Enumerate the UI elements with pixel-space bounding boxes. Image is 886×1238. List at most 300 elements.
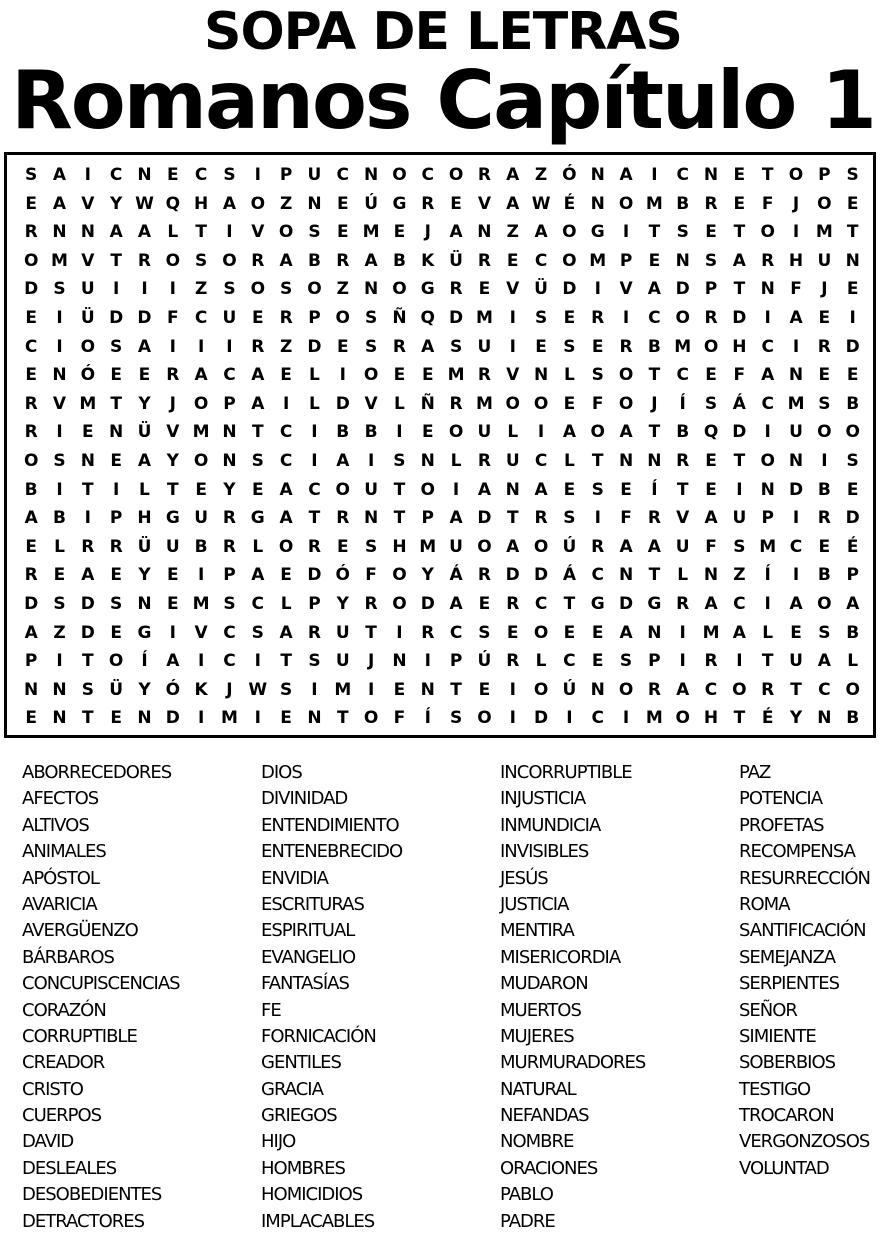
grid-letter: G: [420, 279, 435, 300]
grid-letter: E: [620, 479, 632, 500]
grid-letter: T: [846, 222, 859, 243]
grid-letter: V: [52, 393, 67, 414]
word-list-item: TROCARON: [739, 1105, 834, 1127]
grid-row: [17, 590, 867, 618]
grid-letter: O: [193, 393, 209, 414]
grid-letter: T: [733, 279, 746, 300]
grid-letter: R: [307, 622, 321, 643]
grid-letter: R: [251, 336, 265, 357]
grid-letter: I: [764, 422, 771, 443]
word-list-item: FORNICACIÓN: [261, 1025, 376, 1047]
grid-letter: A: [732, 250, 746, 271]
grid-letter: C: [308, 479, 321, 500]
grid-letter: D: [165, 708, 180, 729]
grid-letter: D: [675, 279, 690, 300]
grid-letter: O: [250, 193, 266, 214]
grid-row: [17, 333, 867, 361]
grid-letter: D: [618, 594, 634, 614]
grid-letter: A: [619, 422, 633, 443]
grid-letter: Ó: [80, 365, 96, 386]
grid-letter: O: [845, 422, 860, 443]
letter-grid: [4, 152, 876, 738]
grid-letter: R: [222, 536, 236, 557]
grid-letter: O: [448, 165, 464, 185]
grid-letter: A: [137, 336, 152, 357]
word-list-item: MURMURADORES: [500, 1052, 646, 1074]
grid-letter: R: [506, 651, 520, 672]
grid-letter: I: [821, 451, 828, 471]
grid-letter: A: [534, 479, 548, 500]
grid-letter: I: [679, 622, 686, 643]
grid-letter: U: [477, 422, 492, 443]
grid-letter: D: [732, 308, 747, 328]
word-list-item: ENTENDIMIENTO: [261, 814, 399, 836]
word-list-item: TESTIGO: [739, 1078, 811, 1100]
grid-letter: C: [733, 594, 746, 614]
grid-letter: S: [308, 222, 321, 243]
grid-letter: L: [563, 365, 575, 386]
grid-letter: J: [226, 679, 233, 700]
grid-letter: L: [535, 651, 547, 672]
grid-letter: S: [704, 250, 718, 271]
grid-letter: D: [845, 336, 860, 357]
grid-letter: P: [648, 651, 661, 672]
grid-letter: D: [307, 336, 322, 357]
grid-letter: Ú: [562, 679, 577, 700]
grid-letter: I: [792, 565, 800, 586]
word-list-item: ENVIDIA: [261, 867, 328, 889]
grid-letter: S: [364, 536, 378, 557]
grid-letter: M: [192, 594, 210, 614]
grid-letter: N: [137, 165, 152, 185]
word-list-item: ESCRITURAS: [261, 893, 364, 915]
grid-letter: L: [450, 451, 462, 471]
grid-letter: F: [591, 393, 604, 414]
grid-letter: R: [591, 308, 605, 328]
grid-letter: Í: [679, 393, 686, 414]
grid-letter: N: [675, 250, 690, 271]
grid-letter: D: [562, 279, 577, 300]
grid-letter: E: [25, 193, 37, 214]
grid-letter: I: [84, 508, 91, 529]
grid-letter: E: [82, 422, 94, 443]
grid-letter: S: [818, 393, 831, 414]
grid-letter: N: [703, 165, 719, 185]
grid-letter: R: [364, 594, 378, 614]
grid-letter: I: [509, 308, 516, 328]
grid-letter: C: [534, 594, 548, 614]
grid-letter: I: [594, 279, 601, 300]
grid-letter: P: [308, 594, 321, 614]
grid-letter: H: [788, 250, 804, 271]
grid-letter: A: [251, 365, 265, 386]
grid-letter: N: [788, 365, 804, 386]
grid-letter: S: [53, 279, 66, 300]
grid-letter: R: [704, 651, 718, 672]
word-list-item: GRIEGOS: [261, 1105, 337, 1127]
word-list-item: AVARICIA: [22, 893, 97, 915]
grid-letter: N: [590, 193, 605, 214]
grid-letter: C: [109, 165, 123, 185]
word-list-item: DIVINIDAD: [261, 788, 348, 810]
grid-letter: N: [477, 222, 492, 243]
grid-letter: E: [336, 193, 349, 214]
grid-row: [17, 447, 867, 475]
grid-letter: E: [478, 279, 491, 300]
grid-letter: I: [197, 708, 205, 729]
grid-letter: R: [421, 193, 435, 214]
grid-letter: E: [110, 451, 122, 471]
grid-letter: Y: [109, 193, 123, 214]
grid-letter: S: [279, 679, 293, 700]
grid-row: [17, 390, 867, 418]
grid-letter: A: [166, 651, 180, 672]
grid-letter: I: [311, 679, 318, 700]
grid-letter: C: [761, 336, 774, 357]
grid-letter: P: [619, 250, 633, 271]
grid-letter: R: [817, 508, 831, 529]
grid-letter: N: [52, 708, 67, 729]
grid-letter: D: [788, 479, 804, 500]
grid-letter: O: [420, 479, 435, 500]
grid-letter: R: [647, 508, 661, 529]
grid-letter: O: [618, 679, 634, 700]
word-list-item: AVERGÜENZO: [22, 920, 138, 942]
grid-letter: C: [534, 451, 548, 471]
grid-letter: C: [336, 165, 350, 185]
grid-letter: N: [52, 679, 67, 700]
grid-letter: N: [363, 508, 379, 529]
grid-letter: S: [110, 594, 123, 614]
grid-letter: M: [589, 250, 607, 271]
grid-letter: J: [651, 393, 658, 414]
grid-letter: E: [733, 193, 746, 214]
grid-letter: M: [815, 222, 833, 243]
grid-letter: I: [339, 365, 346, 386]
grid-letter: O: [392, 565, 407, 586]
page-subtitle: Romanos Capítulo 1: [11, 54, 875, 147]
grid-letter: Y: [138, 679, 151, 700]
grid-letter: D: [732, 422, 747, 443]
grid-letter: O: [788, 165, 804, 185]
grid-letter: H: [703, 708, 719, 729]
grid-letter: N: [788, 451, 804, 471]
grid-row: [17, 619, 867, 647]
grid-letter: P: [308, 308, 321, 328]
grid-letter: O: [533, 622, 549, 643]
grid-letter: U: [449, 536, 463, 557]
grid-letter: D: [24, 594, 39, 614]
word-list-item: NEFANDAS: [500, 1105, 589, 1127]
grid-letter: A: [194, 365, 208, 386]
grid-letter: E: [705, 479, 717, 500]
grid-letter: E: [790, 622, 802, 643]
grid-row: [17, 190, 867, 218]
grid-letter: F: [620, 508, 632, 529]
word-list-item: ALTIVOS: [22, 814, 89, 836]
grid-letter: E: [846, 279, 859, 300]
grid-letter: G: [392, 193, 407, 214]
grid-letter: C: [449, 622, 463, 643]
grid-letter: E: [195, 479, 207, 500]
grid-letter: S: [195, 250, 208, 271]
grid-letter: N: [52, 222, 67, 243]
word-list-item: CUERPOS: [22, 1105, 102, 1127]
grid-letter: L: [563, 451, 575, 471]
grid-letter: V: [251, 222, 265, 243]
grid-letter: N: [703, 565, 719, 586]
grid-letter: S: [563, 508, 576, 529]
grid-letter: M: [787, 393, 805, 414]
grid-letter: B: [817, 565, 831, 586]
grid-letter: H: [137, 508, 152, 529]
grid-row: [17, 476, 867, 504]
grid-letter: S: [449, 336, 463, 357]
word-list-item: MUDARON: [500, 973, 588, 995]
grid-letter: U: [817, 250, 832, 271]
grid-letter: B: [307, 250, 321, 271]
grid-letter: B: [647, 336, 661, 357]
grid-letter: L: [252, 536, 264, 557]
grid-letter: E: [393, 222, 406, 243]
grid-letter: B: [336, 422, 350, 443]
grid-letter: N: [392, 651, 407, 672]
grid-letter: A: [789, 308, 803, 328]
grid-row: [17, 275, 867, 303]
grid-letter: I: [537, 422, 545, 443]
grid-letter: N: [817, 708, 832, 729]
grid-letter: R: [619, 336, 633, 357]
grid-letter: R: [109, 536, 123, 557]
grid-letter: V: [477, 193, 491, 214]
grid-letter: Z: [279, 336, 293, 357]
grid-letter: A: [477, 479, 491, 500]
grid-letter: D: [137, 308, 152, 328]
grid-letter: Ó: [562, 165, 577, 185]
word-list-item: VOLUNTAD: [739, 1157, 829, 1179]
grid-letter: R: [251, 250, 265, 271]
grid-letter: G: [250, 508, 265, 529]
grid-letter: O: [23, 451, 39, 471]
grid-letter: F: [705, 536, 717, 557]
grid-letter: A: [222, 193, 237, 214]
word-list-item: ROMA: [739, 893, 790, 915]
grid-letter: V: [619, 279, 633, 300]
grid-letter: M: [192, 422, 210, 443]
grid-letter: T: [82, 479, 94, 500]
grid-letter: N: [618, 565, 634, 586]
grid-letter: I: [197, 651, 205, 672]
grid-letter: Ó: [335, 565, 350, 586]
grid-letter: I: [311, 451, 318, 471]
grid-letter: Ú: [364, 193, 378, 214]
grid-letter: S: [81, 679, 94, 700]
word-list-item: FANTASÍAS: [261, 973, 349, 995]
grid-letter: E: [280, 365, 292, 386]
word-list-item: CORRUPTIBLE: [22, 1025, 137, 1047]
grid-letter: I: [509, 679, 516, 700]
grid-letter: A: [619, 622, 633, 643]
grid-letter: O: [222, 250, 237, 271]
word-list-item: DIOS: [261, 762, 302, 783]
grid-letter: R: [24, 222, 38, 243]
grid-letter: C: [591, 708, 604, 729]
grid-letter: C: [279, 422, 293, 443]
grid-letter: A: [506, 193, 520, 214]
grid-letter: I: [764, 308, 771, 328]
grid-letter: F: [761, 193, 774, 214]
grid-letter: Y: [421, 565, 434, 586]
grid-letter: P: [818, 165, 831, 185]
grid-letter: D: [505, 565, 520, 586]
grid-letter: R: [24, 393, 38, 414]
grid-letter: S: [251, 622, 264, 643]
grid-letter: M: [51, 250, 68, 271]
word-list-item: GENTILES: [261, 1052, 341, 1074]
grid-letter: F: [790, 279, 802, 300]
grid-letter: A: [704, 508, 718, 529]
grid-letter: E: [846, 193, 859, 214]
grid-letter: E: [393, 365, 406, 386]
grid-row: [17, 561, 867, 589]
grid-letter: J: [424, 222, 431, 243]
grid-letter: E: [478, 594, 491, 614]
grid-letter: C: [24, 336, 38, 357]
word-list-item: NOMBRE: [500, 1131, 574, 1153]
word-list-item: CONCUPISCENCIAS: [22, 973, 180, 995]
grid-letter: B: [846, 393, 860, 414]
grid-letter: E: [705, 222, 717, 243]
grid-letter: I: [792, 222, 800, 243]
grid-letter: N: [307, 193, 322, 214]
grid-letter: S: [53, 594, 66, 614]
grid-letter: U: [789, 651, 803, 672]
word-list-item: SERPIENTES: [739, 973, 840, 995]
grid-letter: P: [279, 165, 293, 185]
grid-letter: T: [733, 222, 746, 243]
word-list-item: VERGONZOSOS: [739, 1131, 870, 1153]
grid-letter: O: [533, 393, 549, 414]
grid-letter: S: [223, 279, 236, 300]
grid-letter: S: [591, 365, 604, 386]
grid-letter: E: [336, 336, 349, 357]
word-list-item: PABLO: [500, 1184, 553, 1206]
grid-letter: E: [251, 308, 264, 328]
grid-letter: M: [79, 393, 97, 414]
word-list-item: SIMIENTE: [739, 1025, 816, 1047]
grid-letter: J: [169, 393, 176, 414]
grid-letter: E: [53, 565, 66, 586]
grid-letter: C: [563, 651, 576, 672]
grid-letter: O: [278, 222, 294, 243]
grid-letter: D: [80, 622, 95, 643]
grid-letter: Y: [166, 451, 179, 471]
grid-letter: V: [194, 622, 208, 643]
grid-letter: T: [195, 222, 207, 243]
grid-letter: A: [704, 594, 718, 614]
grid-letter: S: [279, 279, 293, 300]
grid-letter: O: [533, 679, 549, 700]
grid-letter: T: [733, 708, 746, 729]
word-list-item: DAVID: [22, 1131, 74, 1153]
grid-letter: S: [818, 622, 831, 643]
grid-letter: L: [309, 393, 320, 414]
grid-letter: P: [421, 508, 434, 529]
grid-letter: S: [223, 165, 236, 185]
grid-letter: A: [619, 536, 633, 557]
grid-letter: N: [307, 708, 322, 729]
grid-letter: Ñ: [420, 393, 435, 414]
grid-letter: Í: [651, 479, 658, 500]
grid-letter: O: [448, 422, 464, 443]
grid-letter: N: [109, 422, 124, 443]
grid-letter: W: [531, 193, 551, 214]
grid-letter: R: [222, 508, 236, 529]
word-list-item: POTENCIA: [739, 788, 823, 810]
word-list-item: DETRACTORES: [22, 1210, 145, 1232]
grid-letter: M: [362, 222, 380, 243]
grid-letter: P: [846, 565, 859, 586]
grid-letter: A: [534, 222, 548, 243]
grid-letter: O: [845, 679, 860, 700]
grid-letter: I: [254, 651, 261, 672]
grid-letter: R: [137, 250, 152, 271]
grid-row: [17, 218, 867, 246]
grid-letter: Q: [165, 193, 181, 214]
grid-letter: R: [24, 565, 38, 586]
grid-letter: I: [56, 336, 63, 357]
grid-letter: I: [792, 508, 800, 529]
grid-letter: B: [53, 508, 66, 529]
grid-letter: Y: [789, 708, 803, 729]
grid-letter: N: [647, 451, 662, 471]
grid-letter: I: [254, 165, 261, 185]
grid-letter: I: [509, 336, 516, 357]
grid-letter: M: [702, 622, 720, 643]
grid-letter: D: [335, 393, 350, 414]
grid-letter: O: [817, 422, 832, 443]
grid-letter: R: [647, 679, 661, 700]
grid-letter: B: [24, 479, 38, 500]
grid-letter: O: [80, 336, 96, 357]
grid-letter: É: [846, 536, 859, 557]
grid-letter: B: [846, 622, 860, 643]
word-list-item: CREADOR: [22, 1052, 105, 1074]
grid-letter: V: [364, 393, 378, 414]
grid-letter: I: [622, 308, 630, 328]
grid-letter: M: [645, 193, 663, 214]
grid-letter: R: [421, 622, 435, 643]
grid-letter: O: [618, 365, 634, 386]
grid-letter: O: [562, 250, 577, 271]
grid-letter: S: [364, 336, 378, 357]
grid-letter: S: [534, 308, 548, 328]
grid-row: [17, 304, 867, 332]
grid-letter: O: [307, 279, 322, 300]
grid-letter: C: [676, 365, 689, 386]
grid-letter: E: [450, 193, 462, 214]
grid-letter: E: [818, 365, 831, 386]
grid-letter: M: [475, 393, 493, 414]
grid-letter: S: [591, 479, 604, 500]
grid-letter: T: [365, 622, 377, 643]
grid-letter: J: [792, 193, 800, 214]
word-list-item: INCORRUPTIBLE: [500, 762, 632, 783]
word-list-item: FE: [261, 999, 281, 1021]
grid-letter: A: [336, 451, 350, 471]
grid-letter: A: [279, 250, 293, 271]
grid-letter: I: [764, 594, 771, 614]
